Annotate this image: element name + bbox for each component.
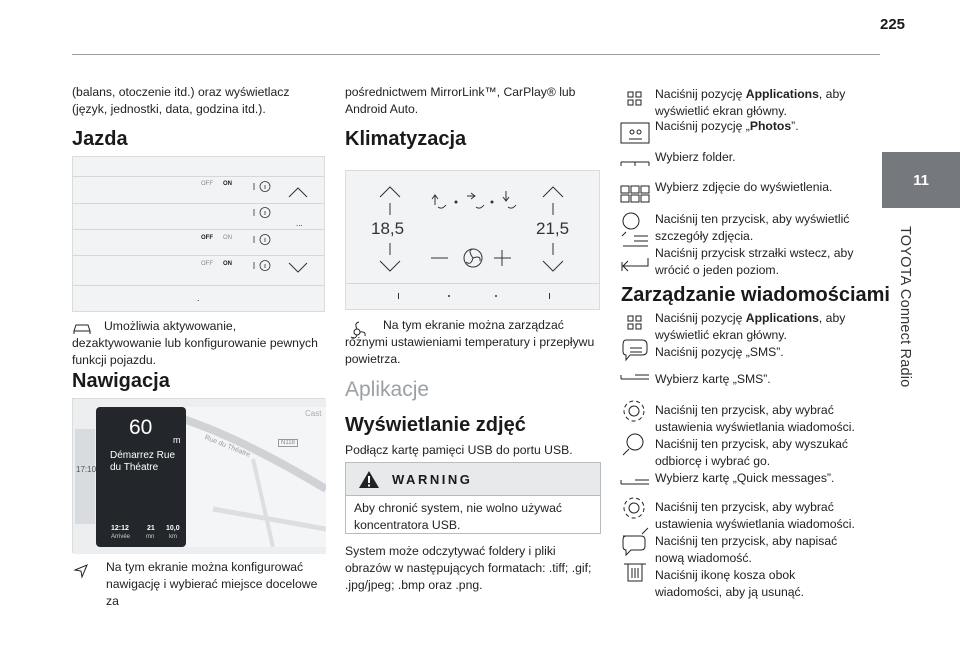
chapter-tab: 11 bbox=[882, 152, 960, 208]
msg-step-delete: Naciśnij ikonę kosza obok wiadomości, aby ją usunąć. bbox=[655, 568, 805, 599]
section-heading-zdjecia: Wyświetlanie zdjęć bbox=[345, 414, 526, 436]
toggle-off-label: OFF bbox=[201, 181, 213, 187]
toggle-off-label: OFF bbox=[201, 261, 213, 267]
temp-right: 21,5 bbox=[536, 219, 570, 238]
nav-minutes: 21 bbox=[147, 525, 155, 532]
chapter-title: TOYOTA Connect Radio bbox=[897, 226, 913, 388]
scroll-chevrons bbox=[283, 185, 315, 275]
msg-step-sms: Naciśnij pozycję „SMS”. bbox=[655, 345, 784, 359]
temp-left: 18,5 bbox=[371, 219, 405, 238]
toggle-on-label: ON bbox=[223, 181, 232, 187]
step-applications-1: Naciśnij pozycję Applications, aby wyświetlić ekran główny. bbox=[655, 87, 846, 118]
nav-minutes-label: mn bbox=[146, 534, 155, 540]
more-dots: ... bbox=[296, 219, 303, 228]
intro-text: (balans, otoczenie itd.) oraz wyświetlacz (język, jednostki, data, godzina itd.). bbox=[72, 85, 290, 116]
nav-speed-unit: m bbox=[173, 435, 181, 445]
msg-step-sms-tab: Wybierz kartę „SMS”. bbox=[655, 372, 771, 386]
nawigacja-screen bbox=[72, 398, 325, 553]
klimatyzacja-screen bbox=[345, 170, 600, 310]
header-divider bbox=[72, 54, 880, 55]
page-number: 225 bbox=[880, 16, 906, 33]
jazda-description: Umożliwia aktywowanie, dezaktywowanie lub konfigurowanie pewnych funkcji pojazdu. bbox=[72, 319, 318, 367]
info-icons bbox=[249, 177, 271, 287]
nav-arrival-time: 12:12 bbox=[111, 525, 129, 532]
section-heading-nawigacja: Nawigacja bbox=[72, 370, 170, 392]
msg-step-new: Naciśnij ten przycisk, aby napisać nową wiadomość. bbox=[655, 534, 838, 565]
step-back: Naciśnij przycisk strzałki wstecz, aby wrócić o jeden poziom. bbox=[655, 246, 854, 277]
aplikacje-heading: Aplikacje bbox=[345, 378, 430, 401]
step-details: Naciśnij ten przycisk, aby wyświetlić szczegóły zdjęcia. bbox=[655, 212, 850, 243]
nav-distance-label: km bbox=[169, 534, 177, 540]
nav-clock: 17:10 bbox=[76, 465, 97, 474]
nav-instruction: Démarrez Rue du Théatre bbox=[110, 450, 176, 473]
nav-speed: 60 bbox=[129, 416, 153, 439]
msg-step-quick-tab: Wybierz kartę „Quick messages”. bbox=[655, 471, 835, 485]
section-heading-klimatyzacja: Klimatyzacja bbox=[345, 128, 467, 150]
map-road-label: Rue du Théatre bbox=[203, 434, 252, 459]
msg-step-search: Naciśnij ten przycisk, aby wyszukać odbiorcę i wybrać go. bbox=[655, 437, 849, 468]
msg-step-settings-2: Naciśnij ten przycisk, aby wybrać ustawienia wyświetlania wiadomości. bbox=[655, 500, 855, 531]
klimatyzacja-description: Na tym ekranie można zarządzać różnymi ustawieniami temperatury i przepływu powietrza. bbox=[345, 318, 595, 366]
section-heading-jazda: Jazda bbox=[72, 128, 128, 150]
step-select-photo: Wybierz zdjęcie do wyświetlenia. bbox=[655, 180, 833, 194]
msg-step-applications: Naciśnij pozycję Applications, aby wyświetlić ekran główny. bbox=[655, 311, 846, 342]
toggle-on-label: ON bbox=[223, 235, 232, 241]
nawigacja-description: Na tym ekranie można konfigurować nawigację i wybierać miejsce docelowe za bbox=[106, 560, 318, 608]
jazda-screen bbox=[72, 156, 325, 312]
section-heading-wiadomosci: Zarządzanie wiadomościami bbox=[621, 284, 890, 306]
toggle-off-label: OFF bbox=[201, 235, 213, 241]
warning-icon bbox=[358, 470, 380, 489]
warning-box bbox=[345, 462, 601, 534]
step-photos: Naciśnij pozycję „Photos”. bbox=[655, 119, 799, 133]
nav-arrival-label: Arrivée bbox=[111, 534, 131, 540]
step-icons bbox=[620, 86, 652, 606]
zdjecia-intro: Podłącz kartę pamięci USB do portu USB. bbox=[345, 443, 573, 457]
step-select-folder: Wybierz folder. bbox=[655, 150, 736, 164]
intro-text-cont: pośrednictwem MirrorLink™, CarPlay® lub Android Auto. bbox=[345, 85, 576, 116]
nav-distance: 10,0 bbox=[166, 525, 180, 532]
warning-label: WARNING bbox=[392, 471, 473, 487]
page-dot: . bbox=[197, 293, 200, 303]
formats-text: System może odczytywać foldery i pliki obrazów w następujących formatach: .tiff; .gif; .jpg/jpeg; .bmp oraz .png. bbox=[345, 544, 592, 592]
toggle-on-label: ON bbox=[223, 261, 232, 267]
warning-text: Aby chronić system, nie wolno używać koncentratora USB. bbox=[354, 501, 562, 532]
navigation-arrow-icon bbox=[72, 562, 90, 580]
msg-step-settings-1: Naciśnij ten przycisk, aby wybrać ustawienia wyświetlania wiadomości. bbox=[655, 403, 855, 434]
map-road-sign: N118 bbox=[278, 439, 298, 447]
map-place-label: Cast bbox=[305, 409, 322, 418]
